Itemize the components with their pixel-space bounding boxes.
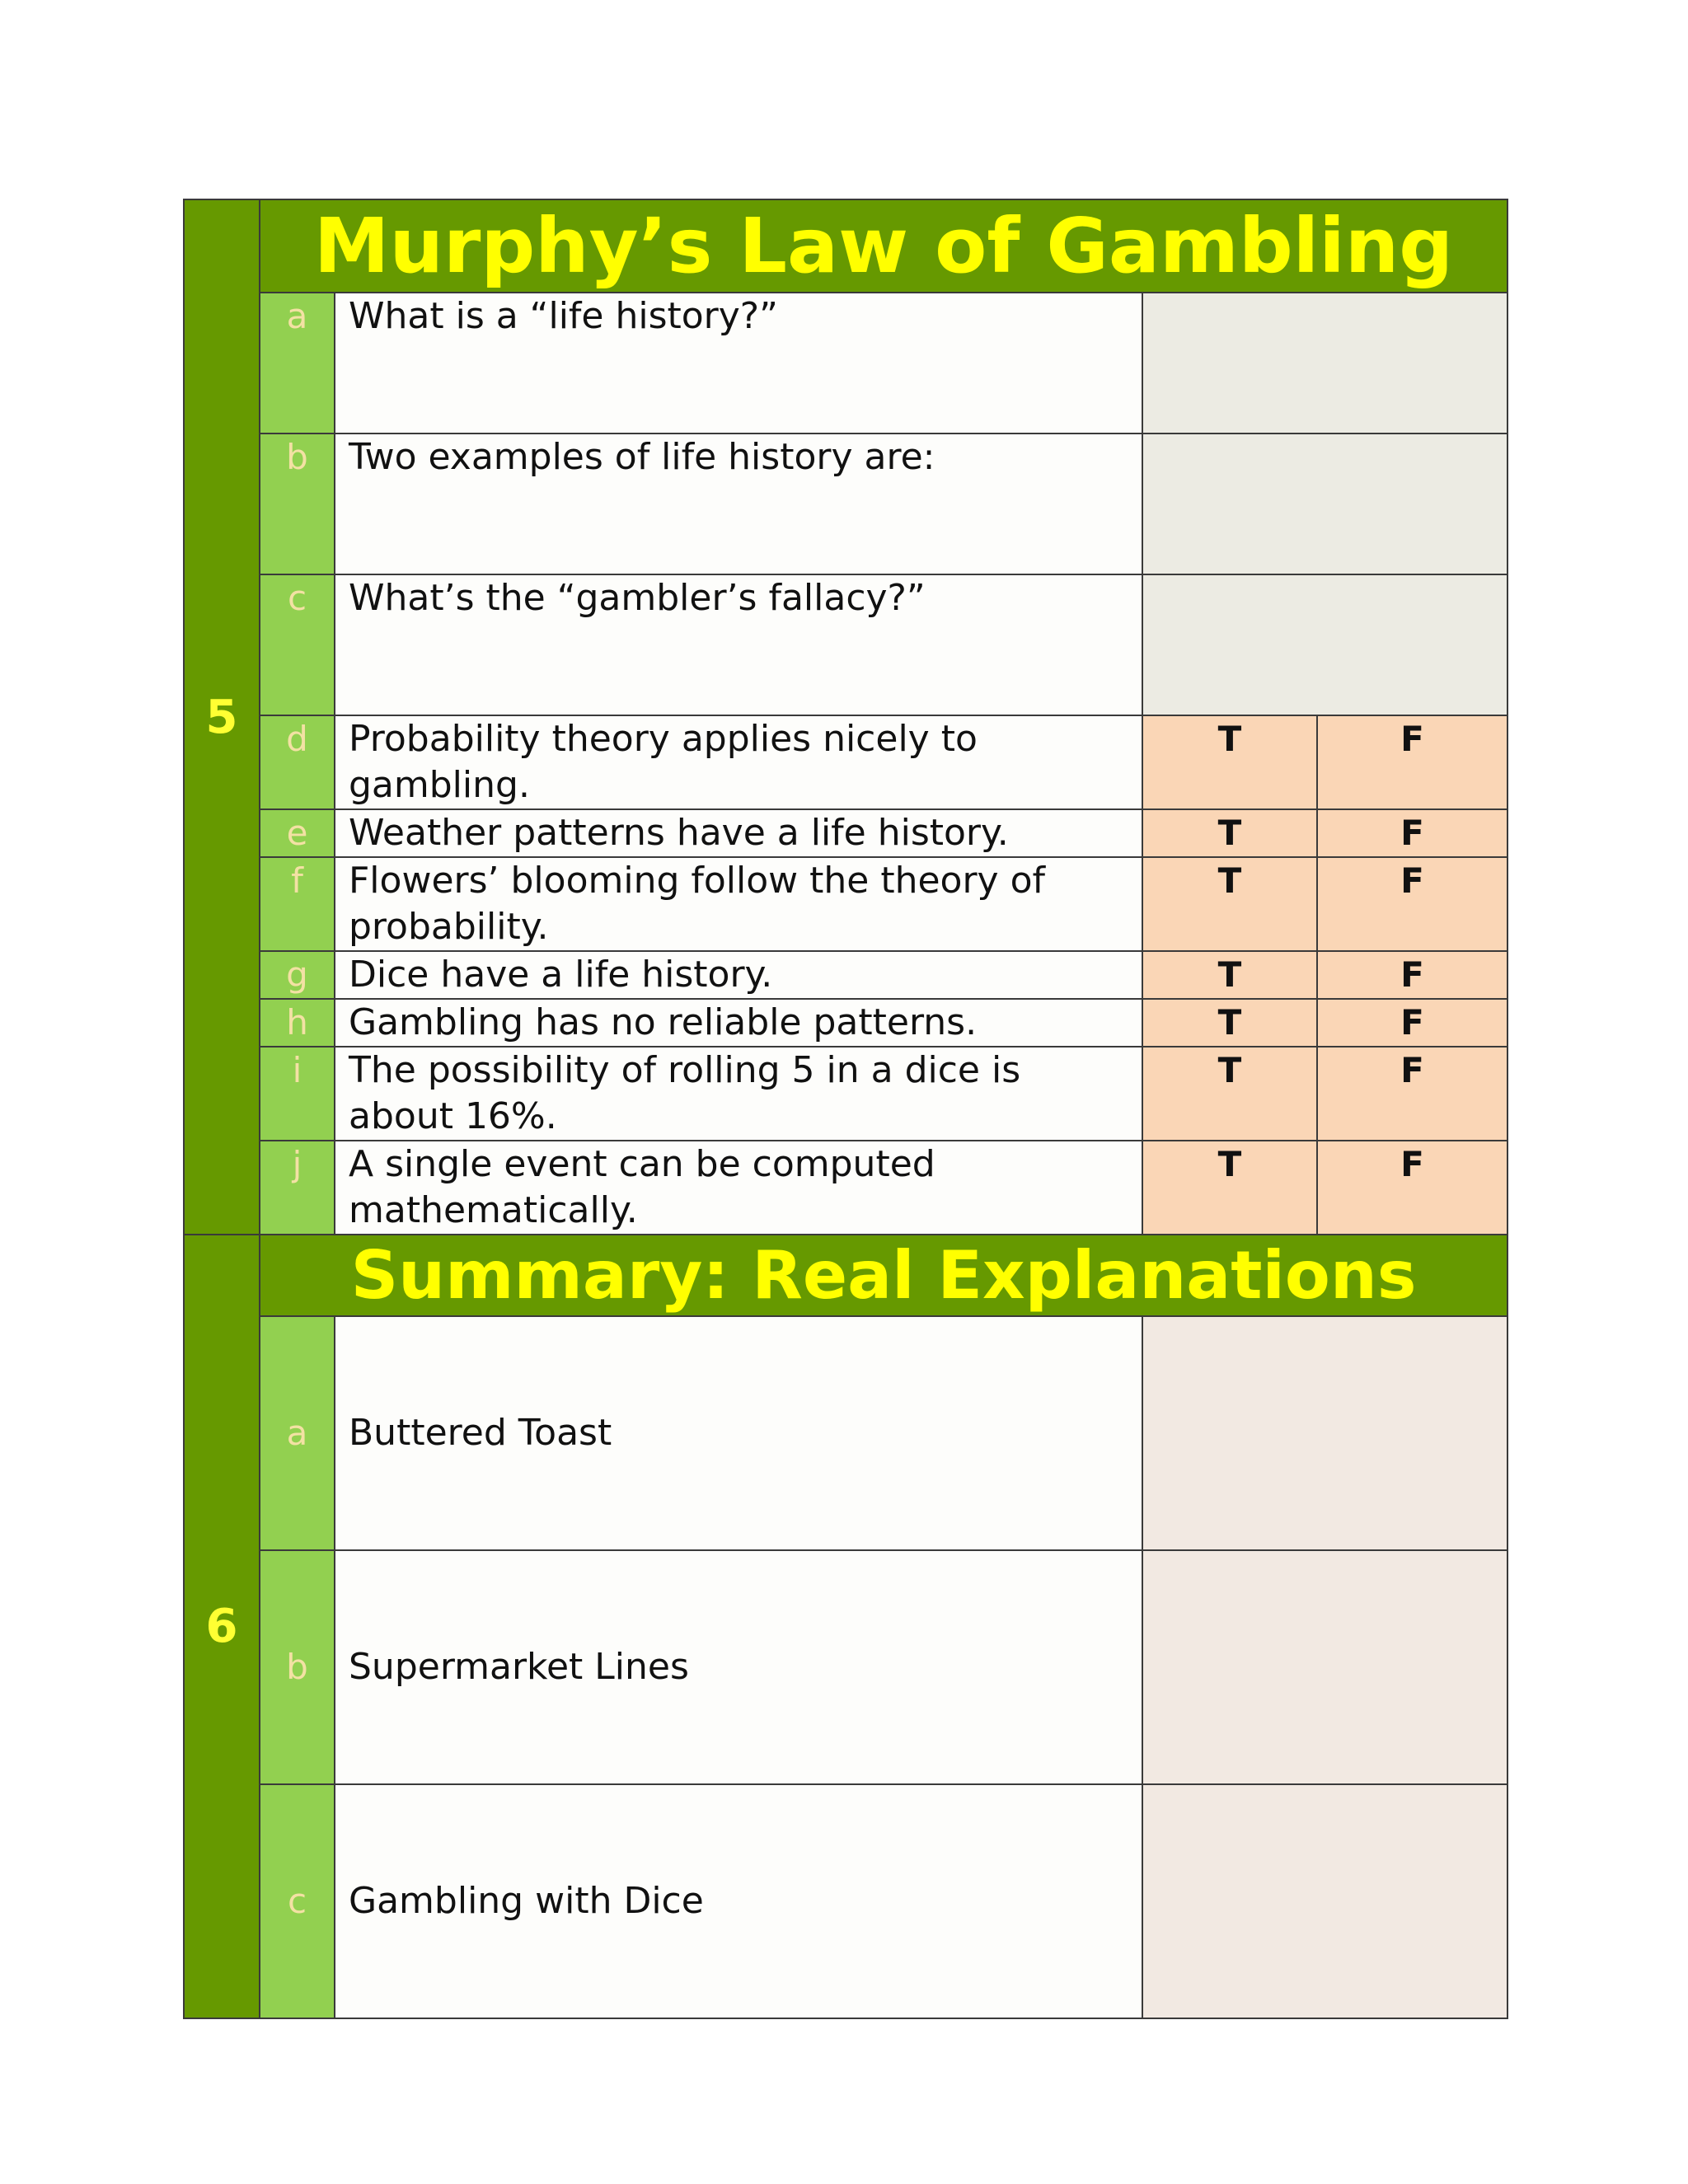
summary-topic: Supermarket Lines (335, 1550, 1142, 1784)
section-6-title (260, 1235, 1507, 1316)
false-option[interactable]: F (1317, 857, 1507, 951)
section-5-number: 5 (184, 199, 260, 1235)
true-option[interactable]: T (1142, 809, 1317, 857)
question-letter: c (260, 574, 335, 715)
false-option[interactable]: F (1317, 1141, 1507, 1235)
question-text: What’s the “gambler’s fallacy?” (335, 574, 1142, 715)
answer-box[interactable] (1142, 434, 1507, 574)
true-false-row (184, 857, 1507, 951)
true-false-row (184, 999, 1507, 1047)
false-option[interactable]: F (1317, 715, 1507, 809)
summary-letter: a (260, 1316, 335, 1550)
statement-text: Gambling has no reliable patterns. (335, 999, 1142, 1047)
question-text: What is a “life history?” (335, 293, 1142, 434)
true-option[interactable]: T (1142, 715, 1317, 809)
summary-answer-box[interactable] (1142, 1550, 1507, 1784)
summary-topic: Gambling with Dice (335, 1784, 1142, 2018)
section-5-title-text: Murphy’s Law of Gambling (313, 201, 1454, 290)
true-option[interactable]: T (1142, 999, 1317, 1047)
statement-text: The possibility of rolling 5 in a dice is about 16%. (335, 1047, 1142, 1141)
answer-box[interactable] (1142, 293, 1507, 434)
question-letter: b (260, 434, 335, 574)
statement-text: Dice have a life history. (335, 951, 1142, 999)
false-option[interactable]: F (1317, 1047, 1507, 1141)
statement-text: A single event can be computed mathematically. (335, 1141, 1142, 1235)
true-false-row (184, 1047, 1507, 1141)
true-false-row (184, 715, 1507, 809)
summary-row (184, 1784, 1507, 2018)
answer-box[interactable] (1142, 574, 1507, 715)
question-letter: f (260, 857, 335, 951)
summary-answer-box[interactable] (1142, 1784, 1507, 2018)
summary-row (184, 1316, 1507, 1550)
section-6-number: 6 (184, 1235, 260, 2018)
summary-letter: c (260, 1784, 335, 2018)
summary-answer-box[interactable] (1142, 1316, 1507, 1550)
true-false-row (184, 1141, 1507, 1235)
question-text: Two examples of life history are: (335, 434, 1142, 574)
false-option[interactable]: F (1317, 951, 1507, 999)
question-letter: d (260, 715, 335, 809)
question-row (184, 434, 1507, 574)
true-option[interactable]: T (1142, 951, 1317, 999)
question-row (184, 293, 1507, 434)
statement-text: Probability theory applies nicely to gambling. (335, 715, 1142, 809)
false-option[interactable]: F (1317, 809, 1507, 857)
true-option[interactable]: T (1142, 1141, 1317, 1235)
false-option[interactable]: F (1317, 999, 1507, 1047)
statement-text: Weather patterns have a life history. (335, 809, 1142, 857)
statement-text: Flowers’ blooming follow the theory of probability. (335, 857, 1142, 951)
question-letter: j (260, 1141, 335, 1235)
question-letter: h (260, 999, 335, 1047)
true-option[interactable]: T (1142, 857, 1317, 951)
question-letter: i (260, 1047, 335, 1141)
summary-letter: b (260, 1550, 335, 1784)
true-option[interactable]: T (1142, 1047, 1317, 1141)
question-letter: g (260, 951, 335, 999)
section-5-title (260, 199, 1507, 293)
worksheet-table (183, 199, 1508, 2019)
question-letter: e (260, 809, 335, 857)
summary-row (184, 1550, 1507, 1784)
question-letter: a (260, 293, 335, 434)
section-6-title-text: Summary: Real Explanations (350, 1236, 1417, 1314)
question-row (184, 574, 1507, 715)
true-false-row (184, 809, 1507, 857)
true-false-row (184, 951, 1507, 999)
summary-topic: Buttered Toast (335, 1316, 1142, 1550)
